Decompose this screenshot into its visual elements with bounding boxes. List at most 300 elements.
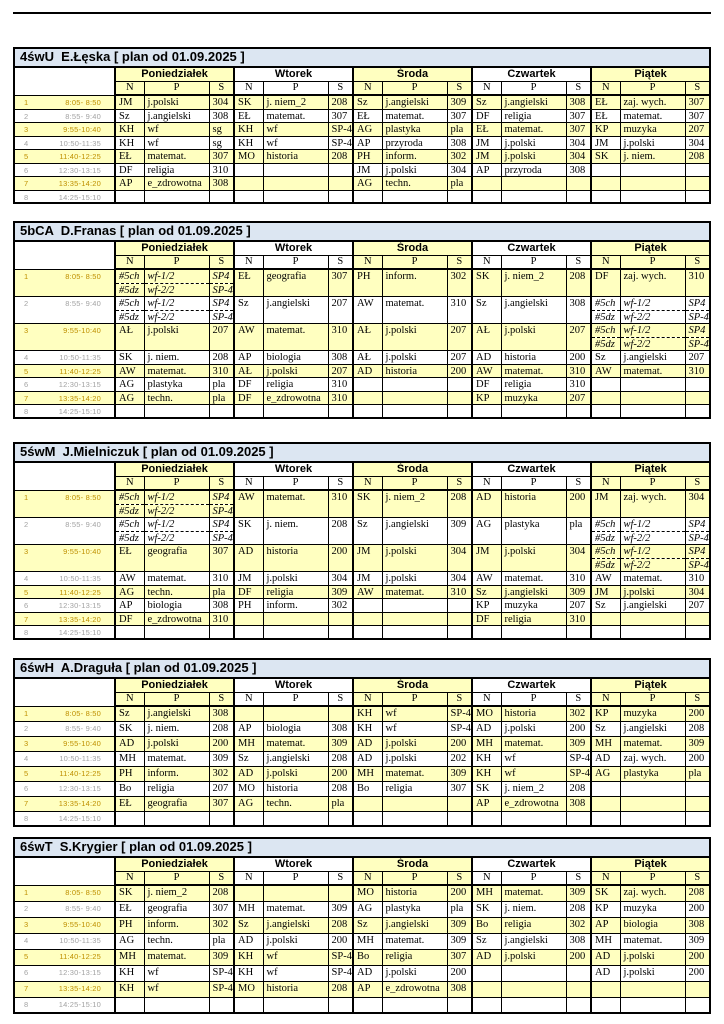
col-header-p: P: [263, 256, 328, 270]
lesson-s-cell: [685, 177, 710, 191]
period-number: 8: [24, 628, 29, 637]
period-number: 8: [24, 192, 29, 202]
lesson-s-cell: SP-4: [209, 981, 234, 997]
lesson-p-cell: zaj. wych.: [620, 751, 685, 766]
period-number: 5: [24, 768, 29, 778]
lesson-p-cell: plastyka: [382, 123, 447, 137]
lesson-n-cell: Sz: [591, 351, 620, 365]
period-hours: 12:30-13:15: [58, 380, 101, 389]
lesson-p-cell: zaj. wych.: [620, 95, 685, 109]
lesson-n-cell: KH: [472, 766, 501, 781]
period-number: 6: [24, 165, 29, 175]
lesson-n-cell: AD: [234, 545, 263, 572]
lesson-n-cell: SK: [234, 518, 263, 545]
lesson-p-cell: plastyka: [620, 766, 685, 781]
lesson-s-cell: 308: [209, 599, 234, 613]
period-number: 3: [24, 547, 29, 556]
lesson-s-cell: [209, 626, 234, 639]
day-header: Poniedziałek: [115, 67, 234, 82]
lesson-n-cell: [353, 378, 382, 392]
lesson-s-cell: 304: [447, 163, 472, 177]
col-header-n: N: [353, 256, 382, 270]
lesson-p-cell: matemat.: [620, 109, 685, 123]
lesson-n-cell: AG: [115, 585, 144, 599]
lesson-s-cell: 207: [447, 324, 472, 351]
col-header-s: S: [447, 477, 472, 491]
lesson-s-cell: 304: [447, 572, 472, 586]
lesson-s-cell: 309: [685, 736, 710, 751]
lesson-n-cell: [591, 177, 620, 191]
lesson-p-cell: j. niem_2: [501, 269, 566, 297]
lesson-n-cell: AD: [115, 736, 144, 751]
lesson-s-cell: 200: [328, 545, 353, 572]
timetable-title: 5bCA D.Franas [ plan od 01.09.2025 ]: [13, 221, 711, 242]
lesson-s-cell: 304: [447, 545, 472, 572]
lesson-p-cell: j.polski: [501, 150, 566, 164]
lesson-n-cell: [591, 997, 620, 1013]
timetable-2: [13, 221, 711, 419]
lesson-p-cell: matemat.: [144, 751, 209, 766]
lesson-s-cell: 208: [328, 95, 353, 109]
lesson-p-cell: wf-2/2: [144, 310, 209, 324]
lesson-s-cell: [447, 997, 472, 1013]
lesson-n-cell: [353, 811, 382, 826]
lesson-s-cell: 200: [566, 490, 591, 518]
lesson-s-cell: 208: [328, 917, 353, 933]
col-header-p: P: [263, 693, 328, 707]
lesson-p-cell: j.angielski: [620, 351, 685, 365]
lesson-n-cell: KH: [115, 136, 144, 150]
lesson-p-cell: wf-2/2: [144, 531, 209, 545]
lesson-s-cell: 208: [685, 150, 710, 164]
lesson-s-cell: pla: [447, 901, 472, 917]
lesson-n-cell: AD: [472, 949, 501, 965]
lesson-s-cell: 200: [328, 933, 353, 949]
period-number: 1: [24, 97, 29, 107]
lesson-n-cell: Sz: [234, 297, 263, 324]
lesson-s-cell: 207: [566, 324, 591, 351]
lesson-p-cell: techn.: [144, 933, 209, 949]
lesson-p-cell: historia: [263, 781, 328, 796]
lesson-p-cell: matemat.: [263, 736, 328, 751]
lesson-s-cell: [685, 612, 710, 626]
lesson-s-cell: [566, 626, 591, 639]
lesson-s-cell: 309: [566, 736, 591, 751]
lesson-n-cell: #5dz: [591, 531, 620, 545]
period-time: [14, 612, 115, 626]
lesson-n-cell: AD: [353, 364, 382, 378]
lesson-s-cell: 207: [685, 351, 710, 365]
lesson-n-cell: KH: [115, 981, 144, 997]
lesson-s-cell: 309: [447, 95, 472, 109]
lesson-n-cell: MO: [234, 150, 263, 164]
col-header-s: S: [685, 256, 710, 270]
lesson-n-cell: AP: [472, 796, 501, 811]
lesson-n-cell: JM: [472, 545, 501, 572]
lesson-n-cell: KH: [115, 123, 144, 137]
lesson-s-cell: 308: [566, 297, 591, 324]
period-hours: 12:30-13:15: [58, 601, 101, 610]
lesson-s-cell: [685, 811, 710, 826]
lesson-n-cell: DF: [591, 269, 620, 297]
lesson-n-cell: EŁ: [115, 796, 144, 811]
period-hours: 8:05- 8:50: [65, 492, 101, 502]
lesson-n-cell: AG: [353, 901, 382, 917]
lesson-n-cell: SK: [472, 269, 501, 297]
lesson-n-cell: KP: [591, 901, 620, 917]
lesson-p-cell: j.polski: [263, 766, 328, 781]
period-number: 3: [24, 919, 29, 929]
lesson-n-cell: AD: [353, 965, 382, 981]
lesson-s-cell: 302: [447, 269, 472, 297]
lesson-n-cell: [234, 405, 263, 418]
lesson-n-cell: KH: [234, 949, 263, 965]
lesson-p-cell: [382, 796, 447, 811]
lesson-s-cell: [685, 378, 710, 392]
lesson-p-cell: inform.: [144, 766, 209, 781]
lesson-s-cell: 302: [566, 917, 591, 933]
lesson-s-cell: [209, 190, 234, 203]
lesson-n-cell: KH: [234, 123, 263, 137]
lesson-n-cell: [115, 997, 144, 1013]
period-hours: 12:30-13:15: [58, 967, 101, 977]
lesson-p-cell: j.polski: [263, 572, 328, 586]
lesson-p-cell: matemat.: [382, 109, 447, 123]
lesson-s-cell: 207: [328, 364, 353, 378]
period-number: 2: [24, 723, 29, 733]
period-time: [14, 626, 115, 639]
lesson-n-cell: AŁ: [115, 324, 144, 351]
lesson-n-cell: AW: [353, 585, 382, 599]
lesson-p-cell: e_zdrowotna: [382, 981, 447, 997]
col-header-p: P: [620, 82, 685, 96]
period-hours: 8:55- 9:40: [65, 903, 101, 913]
lesson-n-cell: JM: [234, 572, 263, 586]
period-hours: 13:35-14:20: [58, 393, 101, 403]
lesson-s-cell: 307: [447, 781, 472, 796]
lesson-s-cell: 308: [447, 136, 472, 150]
col-header-p: P: [501, 693, 566, 707]
day-header: Poniedziałek: [115, 678, 234, 693]
lesson-p-cell: [620, 981, 685, 997]
day-header: Piątek: [591, 241, 710, 256]
lesson-p-cell: j.angielski: [263, 917, 328, 933]
period-hours: 10:50-11:35: [59, 574, 101, 583]
period-time: [14, 901, 115, 917]
lesson-s-cell: 308: [566, 796, 591, 811]
lesson-p-cell: [382, 811, 447, 826]
lesson-n-cell: AŁ: [353, 324, 382, 351]
lesson-s-cell: 302: [209, 917, 234, 933]
lesson-p-cell: j.polski: [382, 351, 447, 365]
period-hours: 8:55- 9:40: [65, 520, 101, 529]
period-time: [14, 324, 115, 351]
lesson-n-cell: AG: [353, 123, 382, 137]
lesson-s-cell: 208: [447, 490, 472, 518]
lesson-s-cell: 200: [566, 721, 591, 736]
lesson-p-cell: j.polski: [263, 933, 328, 949]
period-time: [14, 364, 115, 378]
col-header-n: N: [591, 256, 620, 270]
period-number: 7: [24, 179, 29, 188]
lesson-p-cell: j. niem_2: [501, 781, 566, 796]
period-number: 7: [24, 983, 29, 993]
lesson-p-cell: matemat.: [382, 766, 447, 781]
lesson-n-cell: [234, 706, 263, 721]
day-header: Poniedziałek: [115, 857, 234, 872]
lesson-p-cell: [620, 177, 685, 191]
lesson-p-cell: [263, 612, 328, 626]
lesson-s-cell: SP4: [685, 324, 710, 338]
lesson-s-cell: 304: [685, 136, 710, 150]
lesson-n-cell: Bo: [472, 917, 501, 933]
period-number: 2: [24, 520, 29, 529]
col-header-p: P: [382, 477, 447, 491]
lesson-s-cell: [209, 811, 234, 826]
period-hours: 11:40-12:25: [59, 366, 101, 376]
lesson-s-cell: 207: [209, 324, 234, 351]
lesson-p-cell: j.angielski: [501, 297, 566, 324]
lesson-s-cell: 208: [685, 885, 710, 901]
lesson-n-cell: AD: [472, 721, 501, 736]
lesson-n-cell: KH: [353, 706, 382, 721]
lesson-n-cell: AP: [234, 721, 263, 736]
lesson-n-cell: EŁ: [234, 109, 263, 123]
period-hours: 12:30-13:15: [58, 165, 101, 175]
lesson-n-cell: [234, 626, 263, 639]
col-header-n: N: [472, 693, 501, 707]
day-header: Środa: [353, 67, 472, 82]
lesson-n-cell: [472, 965, 501, 981]
lesson-n-cell: PH: [115, 766, 144, 781]
lesson-s-cell: 202: [447, 751, 472, 766]
col-header-n: N: [234, 477, 263, 491]
lesson-p-cell: wf-1/2: [144, 518, 209, 532]
lesson-n-cell: [115, 405, 144, 418]
lesson-n-cell: [591, 163, 620, 177]
lesson-p-cell: matemat.: [144, 150, 209, 164]
lesson-s-cell: [447, 811, 472, 826]
lesson-p-cell: j. niem.: [620, 150, 685, 164]
col-header-s: S: [685, 693, 710, 707]
lesson-p-cell: matemat.: [620, 572, 685, 586]
col-header-n: N: [115, 256, 144, 270]
lesson-n-cell: MH: [472, 736, 501, 751]
period-time: [14, 585, 115, 599]
lesson-s-cell: SP4: [209, 518, 234, 532]
lesson-s-cell: 200: [447, 364, 472, 378]
period-number: 3: [24, 125, 29, 134]
period-time: [14, 811, 115, 826]
period-number: 2: [24, 111, 29, 121]
lesson-n-cell: MO: [353, 885, 382, 901]
lesson-p-cell: religia: [501, 917, 566, 933]
lesson-p-cell: wf: [501, 766, 566, 781]
lesson-s-cell: 208: [566, 269, 591, 297]
lesson-n-cell: EŁ: [115, 901, 144, 917]
lesson-s-cell: [447, 378, 472, 392]
lesson-n-cell: MH: [234, 901, 263, 917]
lesson-n-cell: DF: [115, 612, 144, 626]
lesson-p-cell: inform.: [382, 269, 447, 297]
lesson-n-cell: [234, 177, 263, 191]
lesson-s-cell: SP-4: [328, 123, 353, 137]
lesson-p-cell: [263, 706, 328, 721]
lesson-s-cell: 200: [328, 766, 353, 781]
lesson-p-cell: j.polski: [620, 965, 685, 981]
col-header-s: S: [447, 872, 472, 886]
lesson-n-cell: PH: [353, 150, 382, 164]
lesson-p-cell: matemat.: [620, 364, 685, 378]
lesson-s-cell: 208: [328, 150, 353, 164]
lesson-n-cell: AG: [353, 177, 382, 191]
lesson-p-cell: religia: [263, 585, 328, 599]
lesson-n-cell: MO: [234, 981, 263, 997]
lesson-s-cell: 309: [328, 585, 353, 599]
lesson-p-cell: [263, 811, 328, 826]
period-time: [14, 721, 115, 736]
period-time: [14, 297, 115, 324]
lesson-p-cell: [263, 405, 328, 418]
lesson-p-cell: wf-1/2: [620, 297, 685, 311]
lesson-n-cell: [353, 405, 382, 418]
day-header: Poniedziałek: [115, 241, 234, 256]
lesson-p-cell: j. niem.: [263, 518, 328, 545]
lesson-s-cell: [566, 981, 591, 997]
lesson-p-cell: geografia: [144, 796, 209, 811]
lesson-n-cell: AD: [472, 490, 501, 518]
timetable-title: 6śwH A.Draguła [ plan od 01.09.2025 ]: [13, 658, 711, 679]
period-hours: 9:55-10:40: [63, 738, 101, 748]
lesson-s-cell: SP-4: [566, 751, 591, 766]
period-hours: 13:35-14:20: [58, 798, 101, 808]
lesson-n-cell: MH: [472, 885, 501, 901]
lesson-s-cell: 304: [566, 545, 591, 572]
lesson-s-cell: [685, 626, 710, 639]
lesson-s-cell: 302: [209, 766, 234, 781]
lesson-n-cell: KH: [234, 136, 263, 150]
lesson-s-cell: [566, 811, 591, 826]
lesson-p-cell: religia: [263, 378, 328, 392]
lesson-n-cell: AG: [115, 378, 144, 392]
period-number: 1: [24, 708, 29, 718]
day-header: Piątek: [591, 857, 710, 872]
lesson-s-cell: 304: [566, 136, 591, 150]
lesson-p-cell: muzyka: [620, 123, 685, 137]
lesson-s-cell: [328, 885, 353, 901]
period-time: [14, 572, 115, 586]
period-hours: 9:55-10:40: [63, 547, 101, 556]
period-hours: 8:05- 8:50: [65, 887, 101, 897]
timetable-grid: [13, 240, 711, 419]
lesson-p-cell: techn.: [144, 585, 209, 599]
lesson-s-cell: 310: [685, 572, 710, 586]
lesson-n-cell: AŁ: [472, 324, 501, 351]
lesson-p-cell: biologia: [263, 351, 328, 365]
lesson-s-cell: pla: [209, 378, 234, 392]
lesson-s-cell: [447, 391, 472, 405]
col-header-p: P: [620, 693, 685, 707]
lesson-s-cell: 307: [447, 109, 472, 123]
col-header-p: P: [501, 82, 566, 96]
col-header-p: P: [263, 872, 328, 886]
lesson-s-cell: 207: [685, 123, 710, 137]
lesson-p-cell: j.polski: [620, 585, 685, 599]
lesson-n-cell: SK: [353, 490, 382, 518]
lesson-p-cell: matemat.: [263, 324, 328, 351]
period-number: 4: [24, 935, 29, 945]
lesson-n-cell: [353, 391, 382, 405]
lesson-n-cell: DF: [234, 585, 263, 599]
col-header-n: N: [591, 82, 620, 96]
lesson-n-cell: [353, 796, 382, 811]
lesson-s-cell: SP-4: [685, 310, 710, 324]
lesson-p-cell: [620, 405, 685, 418]
lesson-p-cell: religia: [501, 378, 566, 392]
col-header-p: P: [382, 872, 447, 886]
lesson-n-cell: [234, 163, 263, 177]
period-time: [14, 109, 115, 123]
lesson-p-cell: j.polski: [382, 751, 447, 766]
lesson-p-cell: wf-1/2: [620, 545, 685, 559]
lesson-n-cell: MH: [591, 933, 620, 949]
lesson-s-cell: 304: [328, 572, 353, 586]
period-time: [14, 917, 115, 933]
lesson-p-cell: [620, 378, 685, 392]
timetable-title: 5śwM J.Mielniczuk [ plan od 01.09.2025 ]: [13, 442, 711, 463]
corner-cell: [14, 857, 115, 885]
lesson-s-cell: 310: [328, 391, 353, 405]
lesson-n-cell: AW: [472, 572, 501, 586]
lesson-n-cell: AD: [353, 736, 382, 751]
lesson-s-cell: SP-4: [209, 283, 234, 297]
col-header-n: N: [472, 82, 501, 96]
lesson-p-cell: matemat.: [501, 885, 566, 901]
lesson-p-cell: historia: [501, 490, 566, 518]
lesson-s-cell: pla: [209, 585, 234, 599]
lesson-p-cell: wf-2/2: [620, 337, 685, 351]
lesson-s-cell: 208: [328, 751, 353, 766]
lesson-p-cell: matemat.: [382, 585, 447, 599]
lesson-p-cell: j.angielski: [263, 751, 328, 766]
lesson-n-cell: [234, 190, 263, 203]
lesson-n-cell: DF: [472, 109, 501, 123]
lesson-p-cell: [501, 405, 566, 418]
lesson-n-cell: AW: [353, 297, 382, 324]
lesson-s-cell: [328, 405, 353, 418]
lesson-n-cell: [472, 981, 501, 997]
period-time: [14, 796, 115, 811]
lesson-s-cell: [447, 612, 472, 626]
lesson-n-cell: Sz: [591, 599, 620, 613]
lesson-p-cell: j.angielski: [501, 95, 566, 109]
period-time: [14, 965, 115, 981]
lesson-p-cell: j.polski: [382, 163, 447, 177]
lesson-p-cell: [263, 177, 328, 191]
lesson-p-cell: wf: [263, 123, 328, 137]
lesson-p-cell: [620, 626, 685, 639]
lesson-n-cell: [591, 626, 620, 639]
period-time: [14, 490, 115, 518]
period-number: 1: [24, 271, 29, 281]
lesson-n-cell: #5ch: [115, 269, 144, 283]
lesson-n-cell: #5dz: [591, 337, 620, 351]
period-number: 3: [24, 326, 29, 335]
lesson-s-cell: SP-4: [685, 531, 710, 545]
period-time: [14, 163, 115, 177]
lesson-s-cell: 309: [447, 766, 472, 781]
lesson-s-cell: [447, 626, 472, 639]
